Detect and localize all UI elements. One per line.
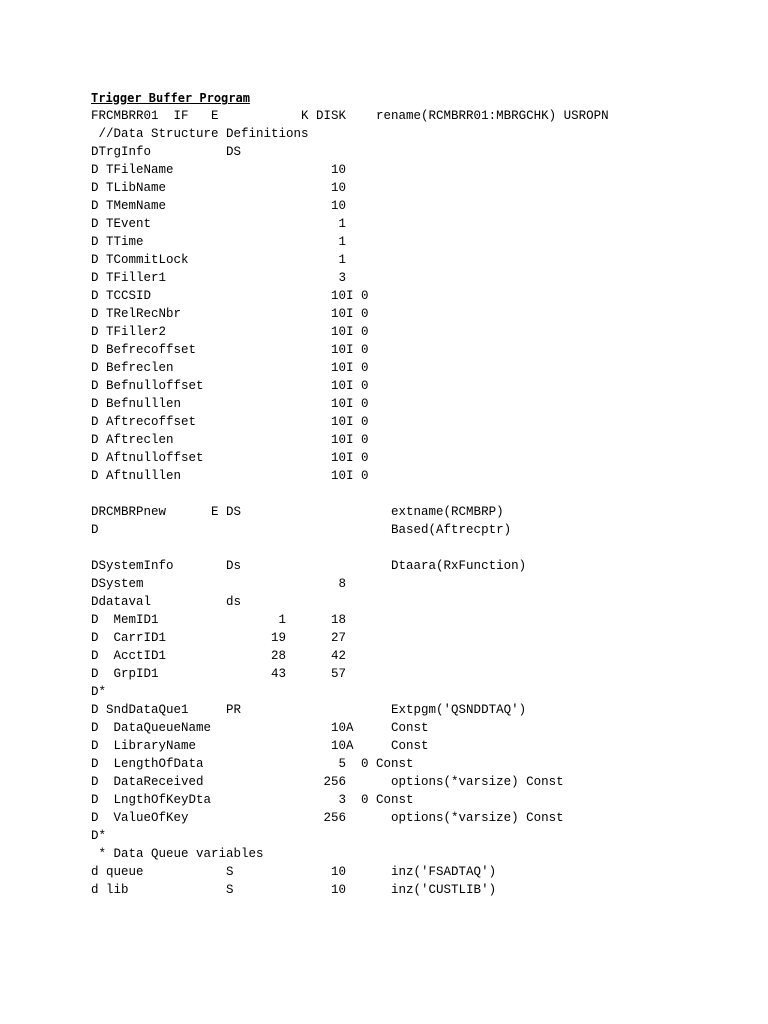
code-line: D LengthOfData 5 0 Const <box>91 757 414 771</box>
code-line: D Befrecoffset 10I 0 <box>91 343 369 357</box>
code-line: D DataQueueName 10A Const <box>91 721 429 735</box>
code-line: D LibraryName 10A Const <box>91 739 429 753</box>
code-line: D TCCSID 10I 0 <box>91 289 369 303</box>
code-line: D SndDataQue1 PR Extpgm('QSNDDTAQ') <box>91 703 527 717</box>
code-line: D TRelRecNbr 10I 0 <box>91 307 369 321</box>
code-line: D TEvent 1 <box>91 217 347 231</box>
document-title: Trigger Buffer Program <box>91 91 250 105</box>
code-line: d lib S 10 inz('CUSTLIB') <box>91 883 497 897</box>
code-line: DSystem 8 <box>91 577 347 591</box>
code-line: d queue S 10 inz('FSADTAQ') <box>91 865 497 879</box>
code-line: D Befnulloffset 10I 0 <box>91 379 369 393</box>
code-line <box>91 485 609 503</box>
code-line: D Befnulllen 10I 0 <box>91 397 369 411</box>
code-line: D DataReceived 256 options(*varsize) Const <box>91 775 564 789</box>
code-line: D Aftrecoffset 10I 0 <box>91 415 369 429</box>
code-line: D* <box>91 829 107 843</box>
code-line: D AcctID1 28 42 <box>91 649 347 663</box>
code-line: D* <box>91 685 107 699</box>
code-line: DTrgInfo DS <box>91 145 242 159</box>
code-line: D Aftnulllen 10I 0 <box>91 469 369 483</box>
code-line: D TCommitLock 1 <box>91 253 347 267</box>
code-line: D Aftnulloffset 10I 0 <box>91 451 369 465</box>
code-line: D TFiller2 10I 0 <box>91 325 369 339</box>
code-line: D TFiller1 3 <box>91 271 347 285</box>
code-line: * Data Queue variables <box>91 847 264 861</box>
code-line: D Based(Aftrecptr) <box>91 523 512 537</box>
code-line: D LngthOfKeyDta 3 0 Const <box>91 793 414 807</box>
code-line: DSystemInfo Ds Dtaara(RxFunction) <box>91 559 527 573</box>
code-line: D TMemName 10 <box>91 199 347 213</box>
code-line: D GrpID1 43 57 <box>91 667 347 681</box>
code-line: D CarrID1 19 27 <box>91 631 347 645</box>
code-line: D Befreclen 10I 0 <box>91 361 369 375</box>
code-line: D Aftreclen 10I 0 <box>91 433 369 447</box>
code-line: //Data Structure Definitions <box>91 127 309 141</box>
code-line: D TLibName 10 <box>91 181 347 195</box>
code-line: FRCMBRR01 IF E K DISK rename(RCMBRR01:MBRGCHK) USROPN <box>91 109 609 123</box>
code-line: D TTime 1 <box>91 235 347 249</box>
code-listing <box>91 107 609 899</box>
code-line: D MemID1 1 18 <box>91 613 347 627</box>
code-line <box>91 539 609 557</box>
code-line: D TFileName 10 <box>91 163 347 177</box>
code-line: D ValueOfKey 256 options(*varsize) Const <box>91 811 564 825</box>
code-line: DRCMBRPnew E DS extname(RCMBRP) <box>91 505 504 519</box>
code-line: Ddataval ds <box>91 595 242 609</box>
